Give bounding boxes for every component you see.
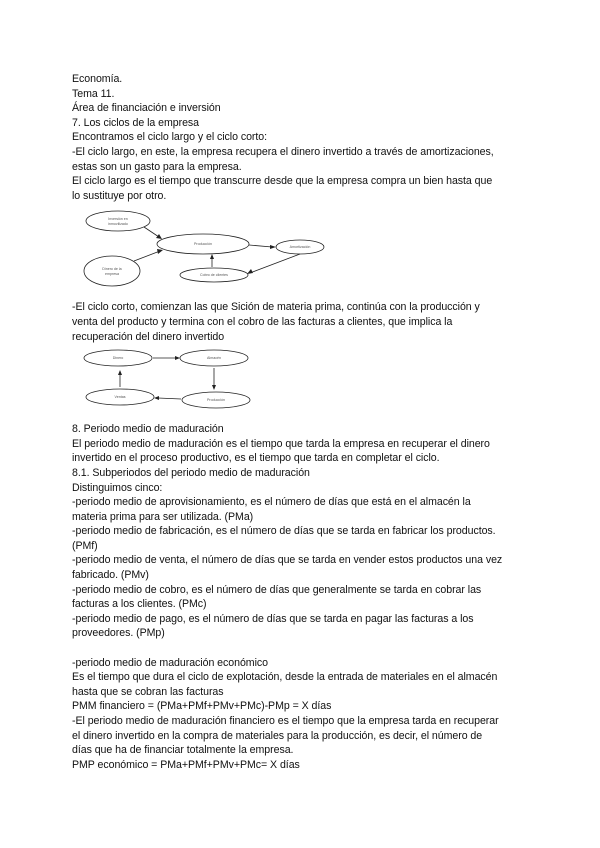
area-title: Área de financiación e inversión xyxy=(72,102,221,115)
financial-definition: -El periodo medio de maduración financiero es el tiempo que la empresa tarda en recuperar xyxy=(72,715,499,727)
section-7-heading: 7. Los ciclos de la empresa xyxy=(72,116,200,129)
document-page xyxy=(72,72,532,772)
long-node-amortization-label: Amortización xyxy=(289,245,311,250)
economic-definition: hasta que se cobran las facturas xyxy=(72,685,224,698)
arrowhead xyxy=(210,254,214,259)
short-node-warehouse-label: Almacén xyxy=(207,356,221,361)
arrowhead xyxy=(156,234,162,239)
pmp-formula: PMP económico = PMa+PMf+PMv+PMc= X días xyxy=(72,758,300,771)
short-cycle-text: recuperación del dinero invertido xyxy=(72,330,225,343)
section-8-definition: invertido en el proceso productivo, es el tiempo que tarda en completar el ciclo. xyxy=(72,452,440,465)
financial-definition: el dinero invertido en la compra de materiales para la producción, es decir, el número de xyxy=(72,729,483,742)
pmv-item: -periodo medio de venta, el número de días que se tarda en vender estos productos una vez xyxy=(72,554,503,567)
pmp-item: proveedores. (PMp) xyxy=(72,627,165,640)
long-node-investment xyxy=(86,211,150,231)
arrow-amortization-to-collection xyxy=(250,254,300,273)
long-cycle-text: -El ciclo largo, en este, la empresa recupera el dinero invertido a través de amortizaciones, xyxy=(72,145,494,158)
section-7-intro: Encontramos el ciclo largo y el ciclo corto: xyxy=(72,131,268,144)
pmf-item: (PMf) xyxy=(72,539,98,552)
pmc-item: -periodo medio de cobro, es el número de días que generalmente se tarda en cobrar las xyxy=(72,583,482,596)
economic-definition: Es el tiempo que dura el ciclo de explotación, desde la entrada de materiales en el almacén xyxy=(72,671,498,684)
subsection-heading: 8.1. Subperiodos del periodo medio de maduración xyxy=(72,466,310,479)
short-cycle-diagram xyxy=(80,348,280,414)
arrowhead xyxy=(157,249,163,254)
long-node-money xyxy=(84,256,140,286)
long-cycle-definition: El ciclo largo es el tiempo que transcurre desde que la empresa compra un bien hasta que xyxy=(72,175,493,188)
financial-definition: días que ha de financiar totalmente la empresa. xyxy=(72,744,294,757)
short-node-money-label: Dinero xyxy=(112,356,124,361)
long-cycle-diagram xyxy=(78,209,348,291)
long-node-collection-label: Cobro de clientes xyxy=(200,273,228,278)
short-cycle-text: venta del producto y termina con el cobro de las facturas a clientes, que implica la xyxy=(72,315,453,328)
unit-title: Tema 11. xyxy=(72,87,115,100)
short-node-production-label: Producción xyxy=(207,398,225,403)
pmv-item: fabricado. (PMv) xyxy=(72,569,149,582)
long-node-production-label: Producción xyxy=(194,242,212,247)
long-node-investment-label: Inversión en xyxy=(108,217,128,222)
arrowhead xyxy=(118,370,122,375)
subject-title: Economía. xyxy=(72,73,123,85)
pmp-item: -periodo medio de pago, es el número de días que se tarda en pagar las facturas a los xyxy=(72,612,474,625)
long-cycle-definition: lo sustituye por otro. xyxy=(72,189,167,202)
long-node-investment-label-2: inmovilizado xyxy=(108,222,128,227)
pma-item: materia prima para ser utilizada. (PMa) xyxy=(72,510,254,523)
economic-heading: -periodo medio de maduración económico xyxy=(72,656,268,669)
subsection-intro: Distinguimos cinco: xyxy=(72,481,163,494)
section-8-definition: El periodo medio de maduración es el tiempo que tarda la empresa en recuperar el dinero xyxy=(72,437,490,450)
long-cycle-text: estas son un gasto para la empresa. xyxy=(72,160,242,173)
arrow-production-to-sales xyxy=(158,398,181,399)
arrow-money-to-production xyxy=(134,251,160,261)
pmf-item: -periodo medio de fabricación, es el número de días que se tarda en fabricar los productos. xyxy=(72,525,496,538)
section-8-heading: 8. Periodo medio de maduración xyxy=(72,423,224,436)
arrowhead xyxy=(175,356,180,360)
arrow-invest-to-production xyxy=(144,227,159,237)
short-cycle-text: -El ciclo corto, comienzan las que Sición de materia prima, continúa con la producción y xyxy=(72,301,480,314)
arrowhead xyxy=(270,245,276,249)
arrow-production-to-amortization xyxy=(249,245,272,247)
short-node-sales-label: Ventas xyxy=(114,395,126,400)
arrowhead xyxy=(247,269,253,274)
long-node-money-label-2: empresa xyxy=(105,272,119,277)
pma-item: -periodo medio de aprovisionamiento, es el número de días que está en el almacén la xyxy=(72,496,471,509)
pmc-item: facturas a los clientes. (PMc) xyxy=(72,598,207,611)
pmm-formula: PMM financiero = (PMa+PMf+PMv+PMc)-PMp = X días xyxy=(72,700,332,713)
arrowhead xyxy=(212,385,216,390)
long-node-money-label: Dinero de la xyxy=(102,267,122,272)
arrowhead xyxy=(154,396,159,400)
